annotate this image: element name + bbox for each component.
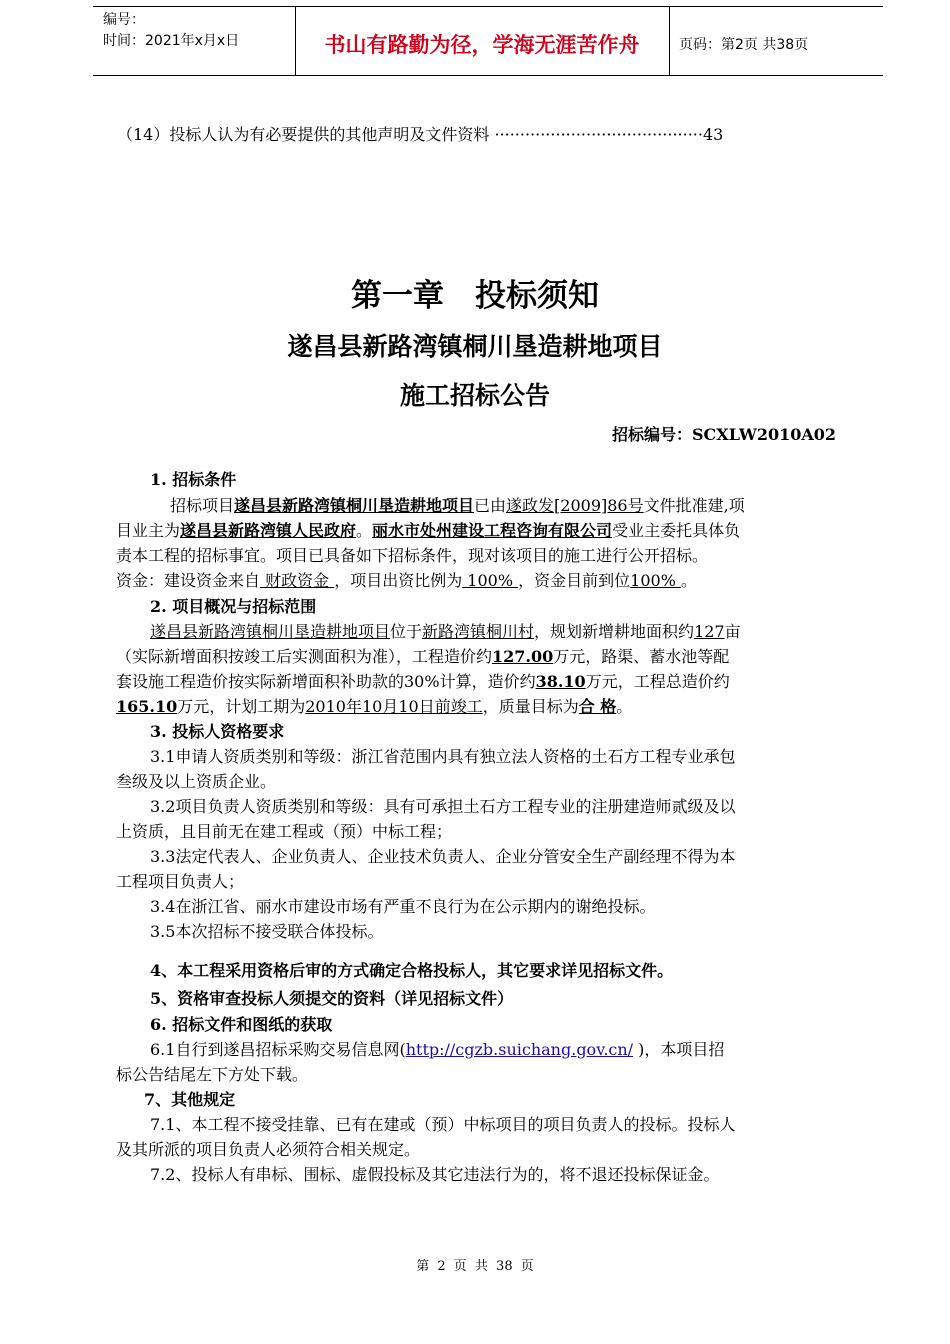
paragraph-line: 3.3法定代表人、企业负责人、企业技术负责人、企业分管安全生产副经理不得为本 [150,847,736,866]
text-span: 万元，工程总造价约 [585,672,730,691]
text-span: 。 [616,697,633,716]
text-span: 亩 [724,622,741,641]
paragraph-line: 3.2项目负责人资质类别和等级：具有可承担土石方工程专业的注册建造师贰级及以 [150,797,736,816]
text-span: 已由 [474,496,507,515]
bid-number: 招标编号：SCXLW2010A02 [612,425,837,444]
paragraph-line: 上资质，且目前无在建工程或（预）中标工程； [116,822,453,841]
header-motto: 书山有路勤为径，学海无涯苦作舟 [324,33,640,57]
text-span: ，规划新增耕地面积约 [534,622,695,641]
tender-site-link[interactable]: http://cgzb.suichang.gov.cn/ [405,1040,634,1059]
paragraph-line: 3.5本次招标不接受联合体投标。 [150,922,384,941]
section-heading: 4、本工程采用资格后审的方式确定合格投标人，其它要求详见招标文件。 [150,961,674,980]
text-span: 受业主委托具体负 [612,521,741,540]
text-span: 套设施工程造价按实际新增面积补助款的30%计算，造价约 [116,672,536,691]
paragraph-line [116,518,858,544]
text-span: 。 [680,571,697,590]
project-owner: 遂昌县新路湾镇人民政府 [180,521,357,540]
text-span: 。 [356,521,373,540]
fund-ready: 100% [630,571,681,590]
project-name: 遂昌县新路湾镇桐川垦造耕地项目 [150,622,391,641]
text-span: 目业主为 [116,521,181,540]
section-heading: 3. 投标人资格要求 [150,722,285,741]
paragraph-line [170,493,912,519]
text-span: 位于 [390,622,423,641]
paragraph-line [150,619,892,645]
quality-target: 合 格 [578,697,617,716]
notice-title: 施工招标公告 [399,381,550,410]
section-heading: 1. 招标条件 [150,470,237,489]
text-span: 万元，路渠、蓄水池等配 [553,647,730,666]
paragraph-line: 3.1申请人资质类别和等级：浙江省范围内具有独立法人资格的土石方工程专业承包 [150,747,736,766]
paragraph-line [116,644,858,670]
fund-ratio: 100% [462,571,519,590]
paragraph-line: 及其所派的项目负责人必须符合相关规定。 [116,1140,421,1159]
fund-source: 财政资金 [260,571,335,590]
total-cost: 165.10 [116,697,178,716]
construction-period: 2010年10月10日前竣工 [305,697,483,716]
text-span: 万元，计划工期为 [177,697,306,716]
text-span: 6.1自行到遂昌招标采购交易信息网( [150,1040,406,1059]
header-meta [103,10,239,52]
paragraph-line: 叁级及以上资质企业。 [116,772,277,791]
paragraph-line: 标公告结尾左下方处下载。 [116,1065,309,1084]
paragraph-line: 7.1、本工程不接受挂靠、已有在建或（预）中标项目的项目负责人的投标。投标人 [150,1115,736,1134]
section-heading: 5、资格审查投标人须提交的资料（详见招标文件） [150,989,514,1008]
paragraph-line [116,669,858,695]
header-divider [669,7,670,75]
tender-agent: 丽水市处州建设工程咨询有限公司 [372,521,613,540]
text-span: 文件批准建,项 [643,496,745,515]
section-heading: 6. 招标文件和图纸的获取 [150,1015,333,1034]
paragraph-line [116,568,858,594]
paragraph-line: 责本工程的招标事宜。项目已具备如下招标条件，现对该项目的施工进行公开招标。 [116,546,709,565]
header-time-label: 时间：2021年x月x日 [103,33,240,49]
facility-cost: 38.10 [535,672,586,691]
text-span: ，项目出资比例为 [334,571,463,590]
page-footer: 第 2 页 共 38 页 [416,1259,534,1274]
page-header [93,6,883,76]
chapter-title: 第一章 投标须知 [351,278,599,314]
text-span: )，本项目招 [633,1040,725,1059]
planned-area: 127 [694,622,725,641]
project-location: 新路湾镇桐川村 [422,622,535,641]
paragraph-line: 7.2、投标人有串标、围标、虚假投标及其它违法行为的，将不退还投标保证金。 [150,1165,720,1184]
text-span: ，资金目前到位 [518,571,631,590]
text-span: ，质量目标为 [482,697,579,716]
section-heading: 2. 项目概况与招标范围 [150,597,317,616]
project-name: 遂昌县新路湾镇桐川垦造耕地项目 [234,496,475,515]
paragraph-line: 3.4在浙江省、丽水市建设市场有严重不良行为在公示期内的谢绝投标。 [150,897,656,916]
paragraph-line [150,1037,892,1063]
text-span: 招标项目 [170,496,235,515]
notice-title-project: 遂昌县新路湾镇桐川垦造耕地项目 [287,332,663,361]
text-span: 资金：建设资金来自 [116,571,261,590]
text-span: （实际新增面积按竣工后实测面积为准），工程造价约 [116,647,493,666]
section-heading: 7、其他规定 [144,1090,236,1109]
paragraph-line: 工程项目负责人； [116,872,245,891]
header-page-info: 页码：第2页 共38页 [679,37,809,53]
toc-line: （14）投标人认为有必要提供的其他声明及文件资料 ·········································43 [117,125,724,144]
project-cost: 127.00 [492,647,554,666]
paragraph-line [116,694,858,720]
header-code-label: 编号： [103,12,145,28]
approval-doc-number: 遂政发[2009]86号 [506,496,644,515]
